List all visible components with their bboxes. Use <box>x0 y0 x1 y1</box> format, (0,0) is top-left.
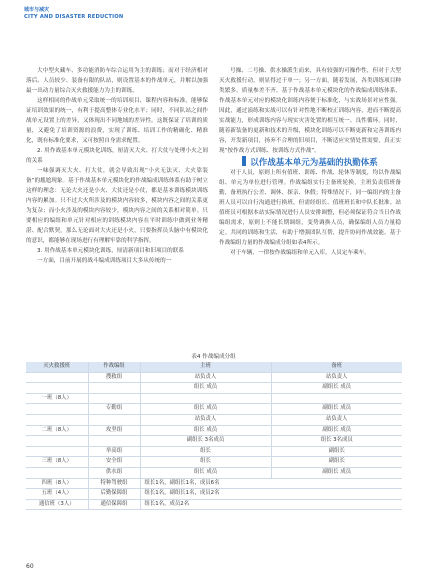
cell-team <box>26 467 88 478</box>
cell-backup <box>271 393 402 404</box>
cell-group: 攻坚组 <box>88 425 140 436</box>
cell-group: 举高组 <box>88 446 140 457</box>
cell-main: 站负责人 <box>140 414 271 425</box>
cell-main: 组长 <box>140 446 271 457</box>
journal-header <box>24 8 123 20</box>
cell-team <box>26 404 88 415</box>
cell-team <box>26 436 88 447</box>
cell-backup: 副组长 <box>271 457 402 468</box>
section-title-text: 以作战基本单元为基础的执勤体系 <box>250 158 378 168</box>
paragraph: 对于车辆，一律按作战编组和单元入库，人员定车乘车。 <box>230 250 370 256</box>
table-row <box>26 425 402 436</box>
cell-backup: 站负责人 <box>271 414 402 425</box>
cell-main: 组长 成员 <box>140 467 271 478</box>
cell-team: 五班（4人） <box>26 489 88 500</box>
page-number: 60 <box>26 563 34 570</box>
cell-team <box>26 383 88 394</box>
cell-main: 组长 成员 <box>140 425 271 436</box>
cell-main: 站负责人 <box>140 372 271 383</box>
table-row <box>26 457 402 468</box>
paragraph: 3. 用作战基本单元模块化训练，厘清新项目和旧项目的联系 <box>37 248 184 254</box>
table-row <box>26 499 402 510</box>
cell-team <box>26 446 88 457</box>
journal-title-cn: 城市与减灾 <box>24 7 50 13</box>
paragraph: 对于人员，原则上所有值班、训练、作战、轮休等制度，均以作战编组、单元为单位进行管理。作战编组实行主备班轮换，主班负责值班备勤，备班执行公差、调休、探亲、休假；特殊情况下，同一编组内的主备班人员可以自行沟通进行换班，但需经组长、值班班长和中队长批准。站值班员可根据本站实际情况进行人员安排调整，但必须保证符合当日作战编组需求，原则上不能长期调组，变势调换人员，确保编组人员力量稳定。共同的训练和生活，有助于增强团队互帮，提升协同作战效能。基于作战编组力量的作战编成分组如表4所示。 <box>219 170 401 246</box>
cell-main: 组长 成员 <box>140 383 271 394</box>
cell-group: 搜救组 <box>88 372 140 383</box>
cell-group: 安全组 <box>88 457 140 468</box>
cell-team: 二班（8人） <box>26 425 88 436</box>
header-cell: 主班 <box>140 362 271 372</box>
cell-backup: 副组长 成员 <box>271 383 402 394</box>
cell-group <box>88 393 140 404</box>
table-header-row <box>26 362 402 372</box>
table-caption: 表4 作战编成分组 <box>191 354 236 360</box>
cell-main: 组长1名，副组长1名，成员2名 <box>140 489 402 500</box>
cell-team: 通信班（3人） <box>26 499 88 510</box>
cell-main: 组长 <box>140 457 271 468</box>
cell-main <box>140 393 271 404</box>
paragraph: 一味强调灭大火、打大仗，就会导致出现“小火无法灭、大火靠装备”的尴尬现象。基于作战基本单元模块化的作战编成训练体系有助于树立这样的理念：无论大火还是小火、大仗还是小仗，都是基本训练模块训练内容的累加。只不过大火所涉及的模块内容较多，模块内容之间的关系更为复杂；而小火涉及的模块内容较少，模块内容之间的关系相对简单。只要相应的编组和单元针对相应的训练模块内容在平时训练中做到业务精湛、配合默契，那么无论面对大火还是小火，只要指挥员头脑中有模块化的意识，都能够在现场进行有理解牢靠的科学指挥。 <box>26 168 208 244</box>
table-row <box>26 393 402 404</box>
cell-backup: 副组长 成员 <box>271 404 402 415</box>
cell-backup: 副组长 成员 <box>271 425 402 436</box>
cell-team: 一班（8人） <box>26 393 88 404</box>
table-row <box>26 467 402 478</box>
cell-group <box>88 414 140 425</box>
cell-main: 副组长 3名成员 <box>140 436 271 447</box>
cell-team <box>26 414 88 425</box>
cell-group: 供水组 <box>88 467 140 478</box>
cell-group: 后勤保障组 <box>88 489 140 500</box>
section-title <box>219 156 401 168</box>
table-row <box>26 436 402 447</box>
cell-main: 组长1名，副组长1名，成员6名 <box>140 478 402 489</box>
header-cell: 备班 <box>271 362 402 372</box>
table-row <box>26 383 402 394</box>
cell-backup: 副组长 成员 <box>271 467 402 478</box>
organization-table <box>26 362 402 510</box>
table-row <box>26 478 402 489</box>
header-cell: 作战编组 <box>88 362 140 372</box>
paragraph: 一方面，目前开展的战斗编成训练项目大多从传统的一 <box>37 258 172 264</box>
cell-group: 专勤组 <box>88 404 140 415</box>
cell-group <box>88 436 140 447</box>
table-row <box>26 446 402 457</box>
section-marker <box>242 156 246 166</box>
table-row <box>26 414 402 425</box>
left-column <box>26 66 208 266</box>
cell-backup: 副组长 <box>271 446 402 457</box>
table-row <box>26 404 402 415</box>
cell-group: 通信保障组 <box>88 499 140 510</box>
journal-title-en: CITY AND DISASTER REDUCTION <box>24 14 124 20</box>
paragraph: 2. 用作战基本单元模块化训练，厘清灭大火、打大仗与处理小火之间的关系 <box>26 148 208 164</box>
cell-backup: 组长 3名成员 <box>271 436 402 447</box>
cell-team <box>26 372 88 383</box>
right-column <box>219 66 401 258</box>
paragraph: 这样相同的作战单元采取统一的培训项目、课程内容和标准，能够保证培训效果的统一，有利于提高整体专业化水平；同时，不同队站之间作战单元设置上的差异，又体现出不同地域的差异性。这既保证了培训的质量，又避免了培训资源的浪费，实现了训练、培训工作的精确化、精准化，既有标准化要求，又可按照自身需求配置。 <box>26 98 208 144</box>
cell-backup: 站负责人 <box>271 372 402 383</box>
cell-main: 组长 成员 <box>140 404 271 415</box>
paragraph: 号操、二号操、供水操派生而来，具有较强的可操作性，但对于大型灭火救援行动，则显得过于单一；另一方面，随着发展，各类训练项目种类繁多，质量参差不齐。基于作战基本单元模块化的作战编成训练体系，作战基本单元对应的模块化训练内容便于标准化，与实战场景对应性强。因此，通过演练和实战可以有针对性地不断校正训练内容，进而不断提高实战能力，形成训练内容与现实灾害处置的相互统一、良性循环。同时，随着新装备的更新和技术的升级，模块化训练可以不断更新和完善训练内容，开发新项目，扬弃不合理的旧项目，不断适应灾情处置需要，真正实现“按作战方式训练、按训练方式作战”。 <box>219 68 401 154</box>
paragraph: 大中型火藏车、多功能消防车综合运用为主的训练；而对于经济相对落后、人员较少、装备有限的队站，则设置基本的作战单元，并解以加强最一出动力量综合灭火救援能力为主的训练。 <box>26 68 208 94</box>
cell-main: 组长1名，成员2名 <box>140 499 402 510</box>
cell-group <box>88 383 140 394</box>
cell-team: 三班（8人） <box>26 457 88 468</box>
table-row <box>26 489 402 500</box>
cell-team: 四班（8人） <box>26 478 88 489</box>
cell-group: 特种驾驶组 <box>88 478 140 489</box>
header-cell: 灭火救援班 <box>26 362 88 372</box>
table-row <box>26 372 402 383</box>
